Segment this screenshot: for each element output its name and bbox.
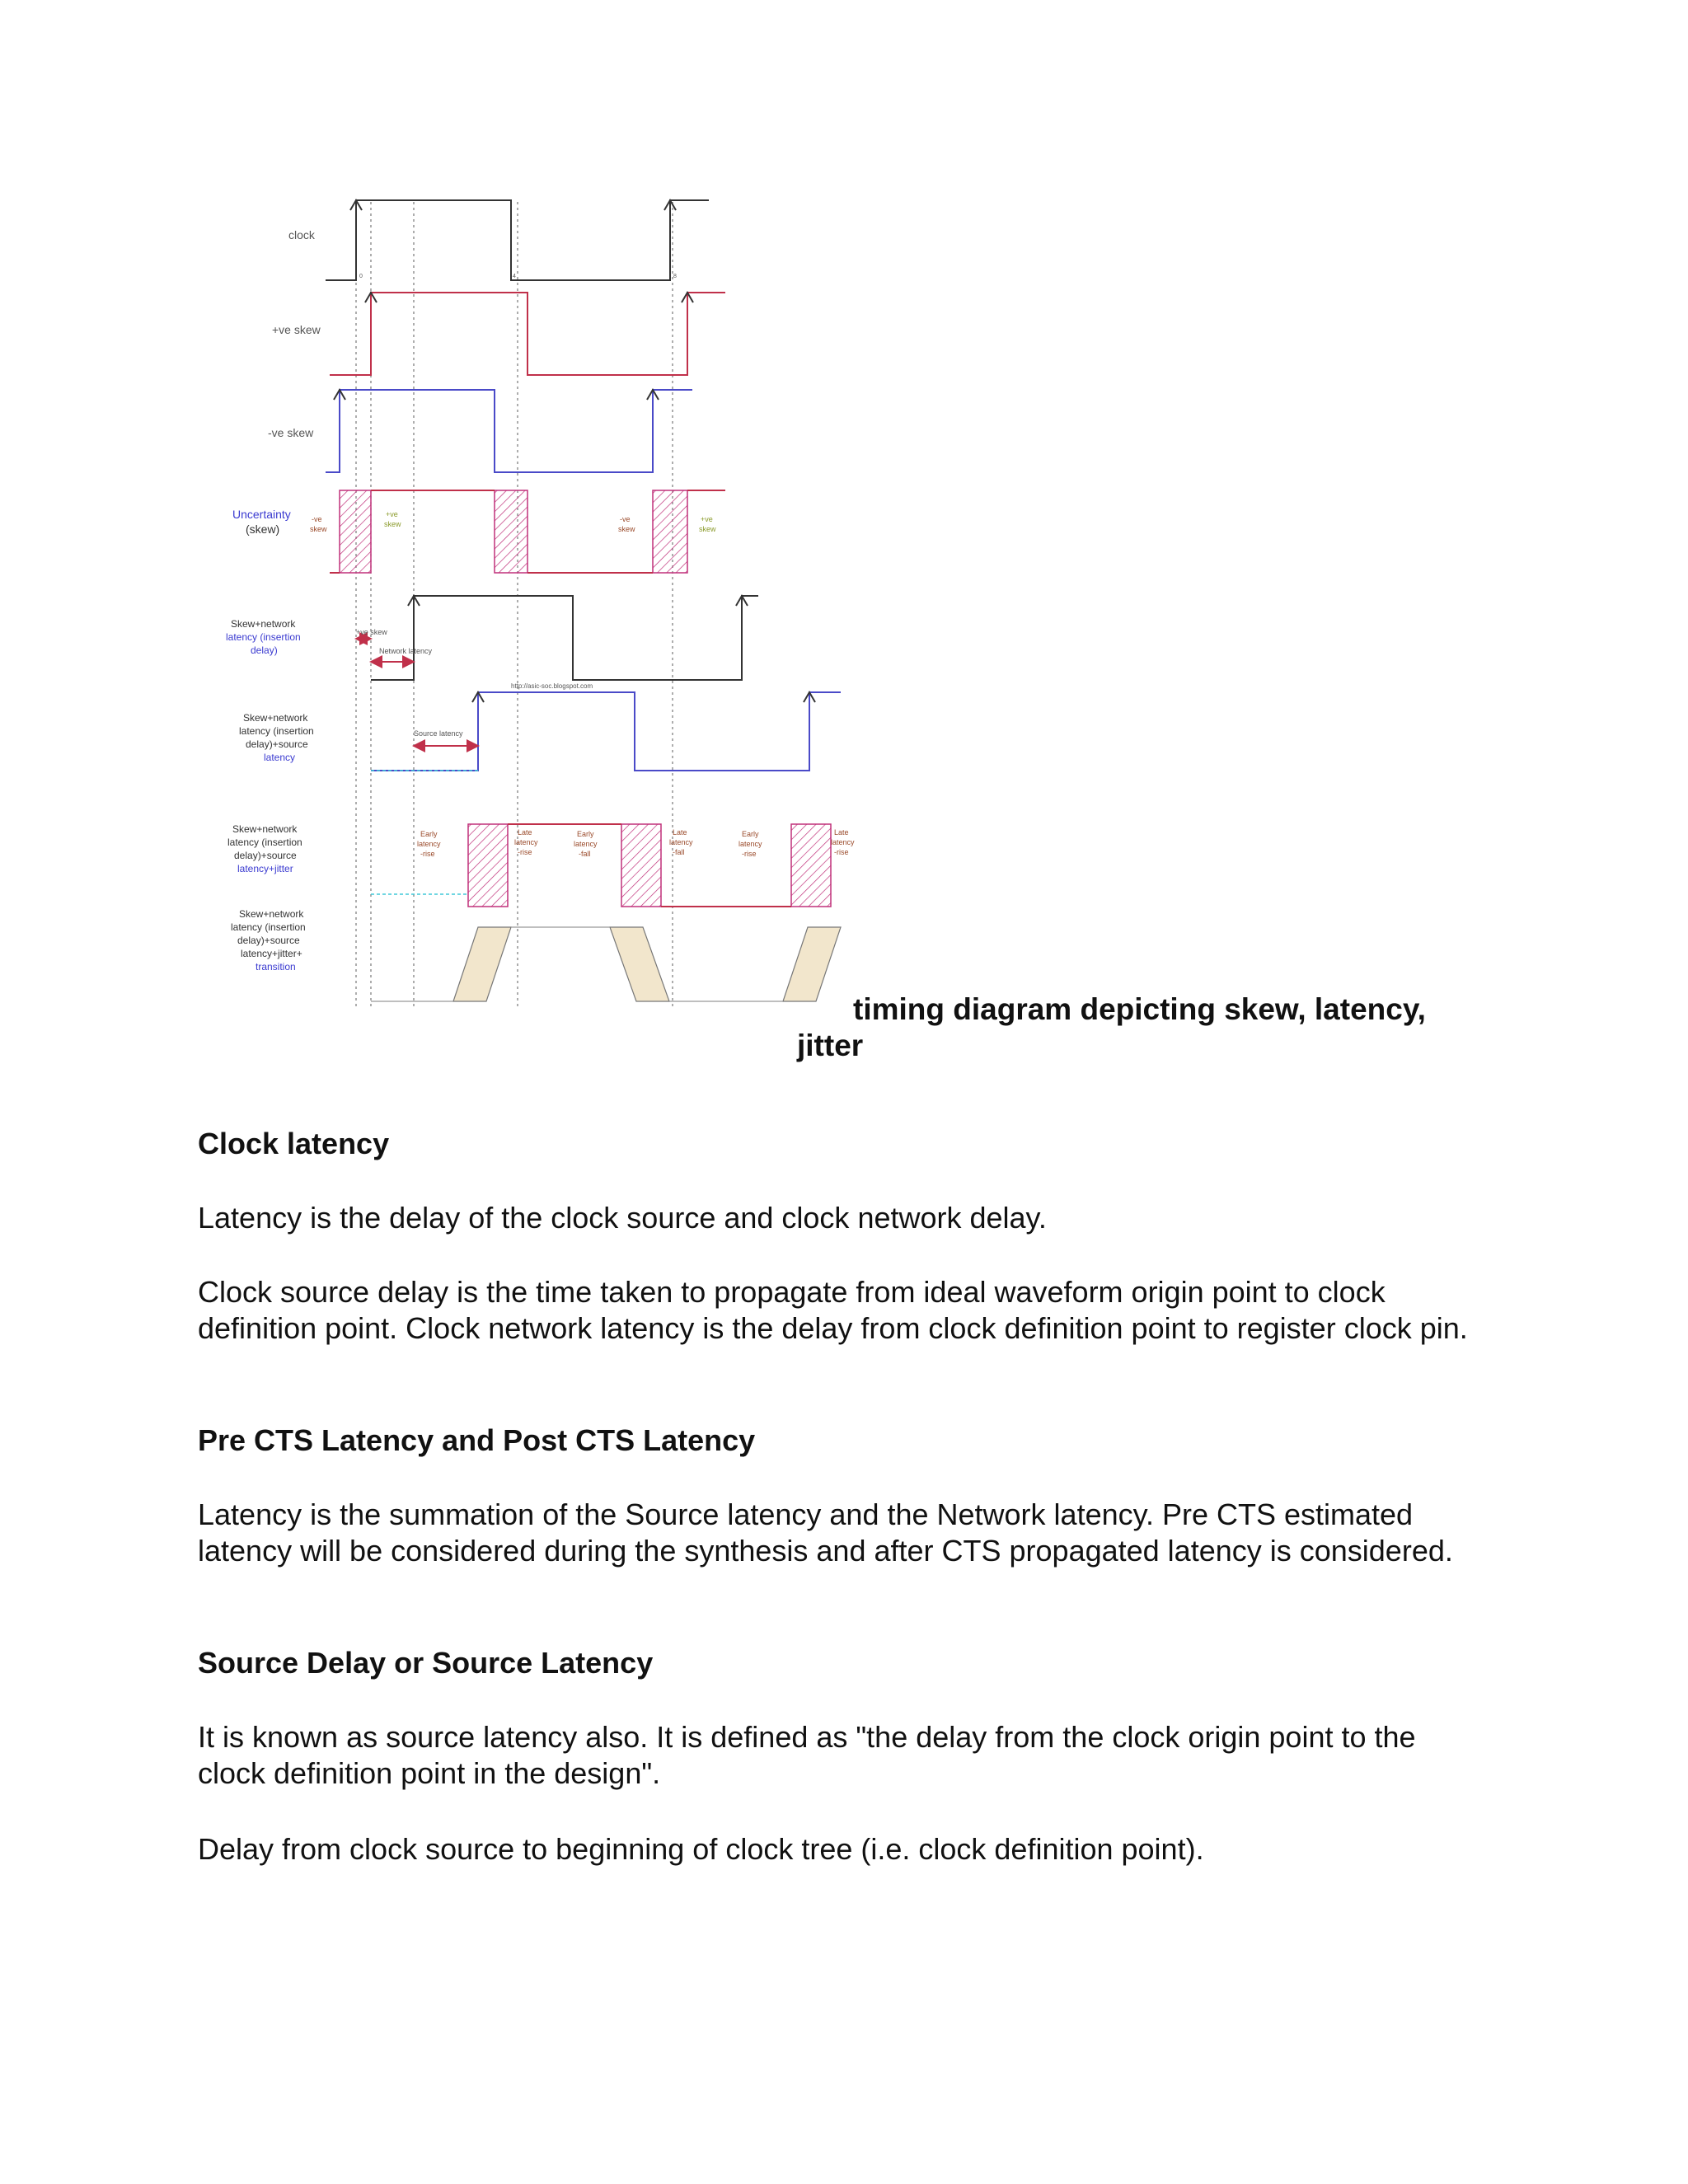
svg-text:Network latency: Network latency <box>379 647 433 655</box>
neg-skew-waveform <box>326 390 692 472</box>
svg-text:latency (insertion: latency (insertion <box>231 921 306 933</box>
row-label-jitter <box>227 823 302 874</box>
svg-text:Early: Early <box>742 830 759 838</box>
svg-text:-fall: -fall <box>579 850 591 858</box>
para-clock-source-delay: Clock source delay is the time taken to propagate from ideal waveform origin point to clock definition point. Clock network latency is the delay from clock definition point to register clock pin. <box>198 1275 1468 1345</box>
row-label-transition <box>231 908 306 972</box>
svg-text:-rise: -rise <box>518 848 532 856</box>
svg-text:Source latency: Source latency <box>414 729 463 738</box>
svg-text:latency: latency <box>514 838 538 846</box>
svg-text:Late: Late <box>834 828 849 837</box>
svg-text:latency: latency <box>574 840 598 848</box>
svg-text:-ve: -ve <box>312 515 322 523</box>
svg-text:8: 8 <box>673 274 677 279</box>
svg-text:delay)+source: delay)+source <box>237 935 300 946</box>
svg-text:-ve: -ve <box>620 515 631 523</box>
svg-text:delay)+source: delay)+source <box>246 738 308 750</box>
svg-text:-rise: -rise <box>420 850 435 858</box>
timing-diagram-figure <box>214 185 857 1026</box>
svg-text:latency+jitter: latency+jitter <box>237 863 293 874</box>
figure-caption-line-2: jitter <box>797 1029 864 1062</box>
svg-text:delay)+source: delay)+source <box>234 850 297 861</box>
svg-text:Early: Early <box>420 830 438 838</box>
svg-text:latency (insertion: latency (insertion <box>239 725 314 737</box>
row-label-skew-network <box>226 618 301 656</box>
svg-text:skew: skew <box>384 520 401 528</box>
clock-waveform <box>326 200 709 280</box>
para-delay-from-clock-source: Delay from clock source to beginning of clock tree (i.e. clock definition point). <box>198 1832 1204 1866</box>
svg-text:transition: transition <box>256 961 296 972</box>
svg-text:latency: latency <box>738 840 762 848</box>
svg-text:-rise: -rise <box>742 850 757 858</box>
uncertainty-waveform <box>330 490 725 573</box>
svg-text:skew: skew <box>699 525 716 533</box>
para-source-latency-definition: It is known as source latency also. It is defined as "the delay from the clock origin point to the clock definition point in the design". <box>198 1720 1416 1790</box>
svg-text:latency (insertion: latency (insertion <box>226 631 301 643</box>
svg-text:latency: latency <box>669 838 693 846</box>
para-latency-definition: Latency is the delay of the clock source and clock network delay. <box>198 1201 1047 1235</box>
svg-text:skew: skew <box>310 525 327 533</box>
svg-text:latency: latency <box>417 840 441 848</box>
row-label-pos-skew: +ve skew <box>272 323 321 336</box>
row-label-neg-skew: -ve skew <box>268 426 314 439</box>
timing-diagram-svg <box>214 185 857 1026</box>
svg-text:Late: Late <box>673 828 687 837</box>
jitter-waveform <box>371 824 831 907</box>
svg-text:skew: skew <box>618 525 635 533</box>
row-label-uncertainty-2: (skew) <box>246 523 280 536</box>
svg-text:4: 4 <box>513 274 516 279</box>
row-label-clock: clock <box>288 228 315 241</box>
svg-text:Early: Early <box>577 830 594 838</box>
svg-text:Skew+network: Skew+network <box>232 823 298 835</box>
svg-text:0: 0 <box>359 274 363 279</box>
pos-skew-waveform <box>330 293 725 375</box>
svg-text:Skew+network: Skew+network <box>243 712 308 724</box>
para-latency-summation: Latency is the summation of the Source latency and the Network latency. Pre CTS estimated latency will be considered during the synthesis and after CTS propagated latency is considered. <box>198 1497 1453 1568</box>
svg-text:latency: latency <box>264 752 296 763</box>
svg-text:Skew+network: Skew+network <box>231 618 296 630</box>
svg-text:-rise: -rise <box>834 848 849 856</box>
svg-text:latency (insertion: latency (insertion <box>227 837 302 848</box>
skew-network-waveform <box>371 596 758 680</box>
svg-text:+ve skew: +ve skew <box>356 628 387 636</box>
figure-caption-line-1: timing diagram depicting skew, latency, <box>853 992 1426 1026</box>
svg-text:-fall: -fall <box>673 848 685 856</box>
svg-text:delay): delay) <box>251 644 278 656</box>
row-label-skew-network-source <box>239 712 314 763</box>
svg-text:latency+jitter+: latency+jitter+ <box>241 948 302 959</box>
heading-clock-latency: Clock latency <box>198 1127 390 1160</box>
svg-text:+ve: +ve <box>701 515 713 523</box>
transition-waveform <box>371 927 841 1001</box>
svg-text:Skew+network: Skew+network <box>239 908 304 920</box>
svg-text:+ve: +ve <box>386 510 398 518</box>
source-url-text: http://asic-soc.blogspot.com <box>511 682 593 690</box>
svg-text:latency: latency <box>831 838 855 846</box>
svg-text:Late: Late <box>518 828 532 837</box>
row-label-uncertainty-1: Uncertainty <box>232 508 291 521</box>
heading-pre-post-cts-latency: Pre CTS Latency and Post CTS Latency <box>198 1423 756 1457</box>
heading-source-delay: Source Delay or Source Latency <box>198 1646 654 1680</box>
